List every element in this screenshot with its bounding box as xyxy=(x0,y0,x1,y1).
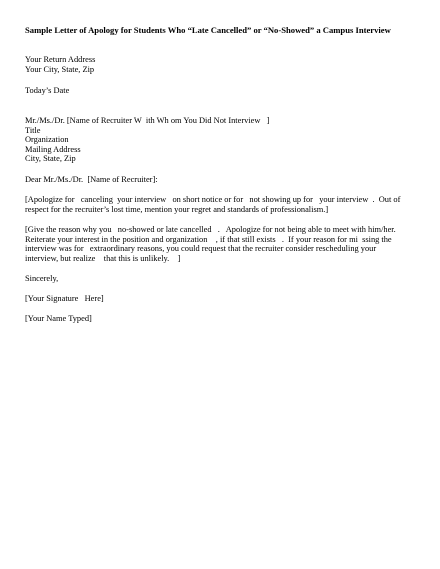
recipient-address xyxy=(25,116,420,164)
recipient-organization-line: Organization xyxy=(25,135,69,145)
paragraph-line: interview was for extraordinary reasons, you could request that the recruiter consider rescheduling your xyxy=(25,244,377,254)
paragraph-line: [Apologize for canceling your interview on short notice or for not showing up for your interview . Out of xyxy=(25,195,401,204)
signature xyxy=(25,294,420,304)
signature-line: [Your Signature Here] xyxy=(25,294,104,303)
letter-title: Sample Letter of Apology for Students Who “Late Cancelled” or “No-Showed” a Campus Interview xyxy=(25,25,391,35)
paragraph-apology xyxy=(25,195,420,214)
sender-address xyxy=(25,55,420,74)
recipient-city-line: City, State, Zip xyxy=(25,154,76,164)
salutation-line: Dear Mr./Ms./Dr. [Name of Recruiter]: xyxy=(25,175,158,184)
sender-address-line: Your Return Address xyxy=(25,55,96,64)
recipient-mailing-line: Mailing Address xyxy=(25,144,81,154)
typed-name-line: [Your Name Typed] xyxy=(25,314,92,323)
paragraph-line: [Give the reason why you no-showed or late cancelled . Apologize for not being able to meet with him/her. xyxy=(25,225,396,234)
paragraph-reason xyxy=(25,225,420,263)
letter-date xyxy=(25,86,420,96)
date-line: Today’s Date xyxy=(25,86,70,95)
typed-name xyxy=(25,314,420,324)
sender-city-line: Your City, State, Zip xyxy=(25,64,95,74)
paragraph-line: Reiterate your interest in the position and organization , if that still exists . If your reason for mi ssing the xyxy=(25,234,392,244)
salutation xyxy=(25,175,420,185)
closing-line: Sincerely, xyxy=(25,274,59,283)
paragraph-line: interview, but realize that this is unlikely. ] xyxy=(25,253,181,263)
paragraph-line: respect for the recruiter’s lost time, mention your regret and standards of professionalism.] xyxy=(25,204,329,214)
recipient-name-line: Mr./Ms./Dr. [Name of Recruiter W ith Wh om You Did Not Interview ] xyxy=(25,116,270,125)
closing xyxy=(25,274,420,284)
recipient-title-line: Title xyxy=(25,125,41,135)
